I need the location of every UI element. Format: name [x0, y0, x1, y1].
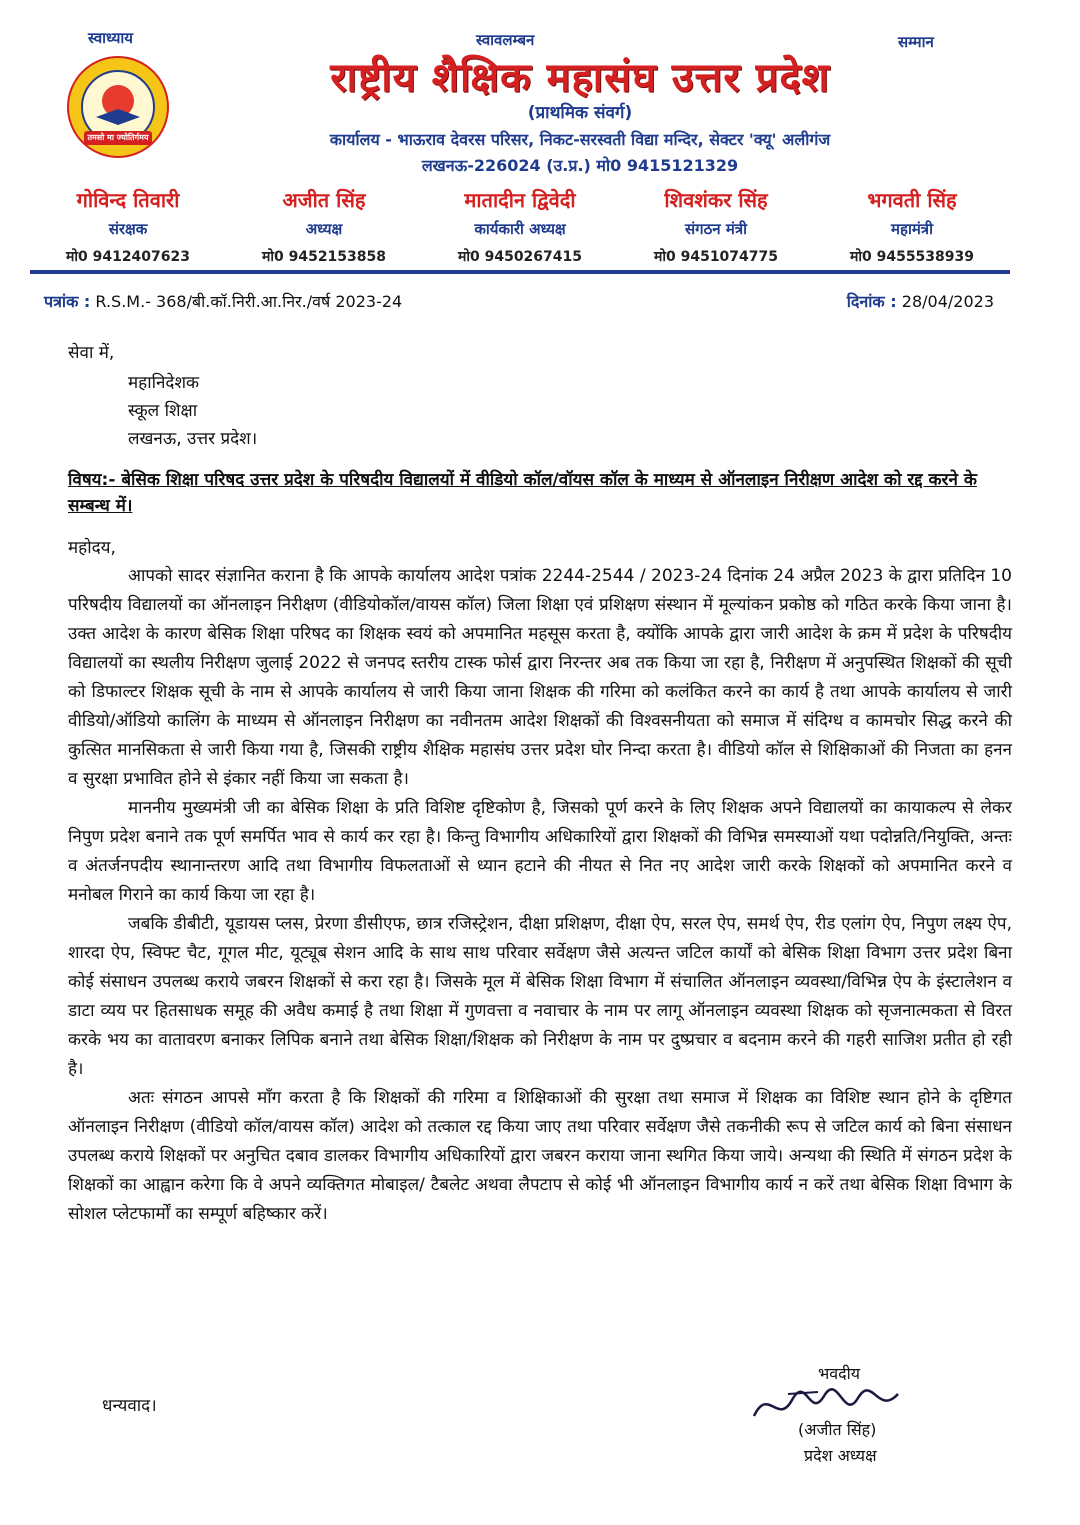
- body-paragraph: आपको सादर संज्ञानित कराना है कि आपके कार्यालय आदेश पत्रांक 2244-2544 / 2023-24 दिनांक 24 अप्रैल 2023 के द्वारा प्रतिदिन 10 परिषदीय विद्यालयों का ऑनलाइन निरीक्षण (वीडियोकॉल/वायस कॉल) जिला शिक्षा एवं प्रशिक्षण संस्थान में मूल्यांकन प्रकोष्ठ को गठित करके किया जाना है। उक्त आदेश के कारण बेसिक शिक्षा परिषद का शिक्षक स्वयं को अपमानित महसूस करता है, क्योंकि आपके द्वारा जारी आदेश के क्रम में प्रदेश के परिषदीय विद्यालयों का स्थलीय निरीक्षण जुलाई 2022 से जनपद स्तरीय टास्क फोर्स द्वारा निरन्तर अब तक किया जा रहा है, निरीक्षण में अनुपस्थित शिक्षकों की सूची को डिफाल्टर शिक्षक सूची के नाम से आपके कार्यालय से जारी किया जाना शिक्षक की गरिमा को कलंकित करने का कार्य है तथा आपके कार्यालय से जारी वीडियो/ऑडियो कालिंग के माध्यम से ऑनलाइन निरीक्षण का नवीनतम आदेश शिक्षकों की विश्वसनीयता को समाज में संदिग्ध व कामचोर सिद्ध करने की कुत्सित मानसिकता से जारी किया गया है, जिसकी राष्ट्रीय शैक्षिक महासंघ उत्तर प्रदेश घोर निन्दा करता है। वीडियो कॉल से शिक्षिकाओं की निजता का हनन व सुरक्षा प्रभावित होने से इंकार नहीं किया जा सकता है।: [68, 566, 1012, 789]
- motto-left: स्वाध्याय: [88, 29, 133, 47]
- logo-motto: तमसो मा ज्योतिर्गमय: [87, 133, 149, 142]
- salutation: महोदय,: [68, 538, 116, 558]
- official-role: संरक्षक: [108, 220, 148, 238]
- signoff: भवदीय: [818, 1364, 861, 1383]
- motto-right: सम्मान: [898, 33, 934, 51]
- official-phone: मो0 9452153858: [261, 249, 387, 265]
- date-label: दिनांक :: [846, 292, 897, 311]
- motto-center: स्वावलम्बन: [476, 31, 535, 49]
- official-name: शिवशंकर सिंह: [664, 188, 768, 212]
- reference-line: [44, 290, 994, 312]
- official-name: मातादीन द्विवेदी: [464, 188, 576, 212]
- official: [422, 186, 618, 264]
- signatory-title: प्रदेश अध्यक्ष: [804, 1446, 877, 1465]
- recipient-line: स्कूल शिक्षा: [128, 401, 198, 421]
- official-role: अध्यक्ष: [305, 220, 343, 238]
- recipient-line: महानिदेशक: [128, 373, 200, 393]
- organization-logo: [66, 55, 170, 159]
- official-role: महामंत्री: [891, 220, 933, 238]
- date-value: 28/04/2023: [901, 292, 994, 311]
- organization-name: राष्ट्रीय शैक्षिक महासंघ उत्तर प्रदेश: [330, 55, 830, 101]
- official-phone: मो0 9450267415: [457, 249, 583, 265]
- header-divider: [30, 270, 1010, 274]
- official: [226, 186, 422, 264]
- body-paragraph: जबकि डीबीटी, यूडायस प्लस, प्रेरणा डीसीएफ, छात्र रजिस्ट्रेशन, दीक्षा प्रशिक्षण, दीक्षा ऐप, सरल ऐप, समर्थ ऐप, रीड एलांग ऐप, निपुण लक्ष्य ऐप, शारदा ऐप, स्विफ्ट चैट, गूगल मीट, यूट्यूब सेशन आदि के साथ साथ परिवार सर्वेक्षण जैसे अत्यन्त जटिल कार्यों को बेसिक शिक्षा विभाग उत्तर प्रदेश बिना कोई संसाधन उपलब्ध कराये जबरन शिक्षकों से करा रहा है। जिसके मूल में बेसिक शिक्षा विभाग में संचालित ऑनलाइन व्यवस्था/विभिन्न ऐप के इंस्टालेशन व डाटा व्यय पर हितसाधक समूह की अवैध कमाई है तथा शिक्षा में गुणवत्ता व नवाचार के नाम पर लागू ऑनलाइन व्यवस्था शिक्षक को सृजनात्मकता से विरत करके भय का वातावरण बनाकर लिपिक बनाने तथा बेसिक शिक्षा/शिक्षक को निरीक्षण के नाम पर दुष्प्रचार व बदनाम करने की गहरी साजिश प्रतीत हो रही है।: [68, 914, 1012, 1079]
- date-block: [847, 290, 994, 312]
- official-name: भगवती सिंह: [867, 188, 957, 212]
- recipient-greeting: सेवा में,: [68, 343, 115, 363]
- official-name: अजीत सिंह: [282, 188, 366, 212]
- letter-subject: विषय:- बेसिक शिक्षा परिषद उत्तर प्रदेश के परिषदीय विद्यालयों में वीडियो कॉल/वॉयस कॉल के माध्यम से ऑनलाइन निरीक्षण आदेश को रद्द करने के सम्बन्ध में।: [68, 470, 977, 516]
- organization-address-line2: लखनऊ-226024 (उ.प्र.) मो0 9415121329: [421, 156, 739, 175]
- official-phone: मो0 9451074775: [653, 249, 779, 265]
- signatory-name: (अजीत सिंह): [798, 1420, 877, 1439]
- letter-body: [68, 340, 1012, 1229]
- body-paragraph: अतः संगठन आपसे माँग करता है कि शिक्षकों की गरिमा व शिक्षिकाओं की सुरक्षा तथा समाज में शिक्षक का विशिष्ट स्थान होने के दृष्टिगत ऑनलाइन निरीक्षण (वीडियो कॉल/वायस कॉल) आदेश को तत्काल रद्द किया जाए तथा परिवार सर्वेक्षण जैसे तकनीकी रूप से जटिल कार्य को बिना संसाधन उपलब्ध कराये शिक्षकों पर अनुचित दबाव डालकर विभागीय अधिकारियों द्वारा जबरन कराया जाना स्थगित किया जाये। अन्यथा की स्थिति में संगठन प्रदेश के शिक्षकों का आह्वान करेगा कि वे अपने व्यक्तिगत मोबाइल/ टैबलेट अथवा लैपटाप से कोई भी ऑनलाइन विभागीय कार्य न करें तथा बेसिक शिक्षा विभाग के सोशल प्लेटफार्मों का सम्पूर्ण बहिष्कार करें।: [68, 1088, 1012, 1224]
- official: [814, 186, 1010, 264]
- officials-row: [30, 186, 1010, 264]
- closing: धन्यवाद।: [102, 1396, 157, 1416]
- reference-number: R.S.M.- 368/बी.कॉ.निरी.आ.निर./वर्ष 2023-24: [95, 292, 403, 311]
- recipient-line: लखनऊ, उत्तर प्रदेश।: [128, 429, 258, 449]
- official-phone: मो0 9412407623: [65, 249, 191, 265]
- signature-block: [748, 1362, 948, 1472]
- official-phone: मो0 9455538939: [849, 249, 975, 265]
- reference-label: पत्रांक :: [44, 292, 91, 311]
- logo-emblem-icon: [66, 55, 170, 159]
- letterhead: [0, 0, 1080, 280]
- body-paragraph: माननीय मुख्यमंत्री जी का बेसिक शिक्षा के प्रति विशिष्ट दृष्टिकोण है, जिसको पूर्ण करने के लिए शिक्षक अपने विद्यालयों का कायाकल्प से लेकर निपुण प्रदेश बनाने तक पूर्ण समर्पित भाव से कार्य कर रहा है। किन्तु विभागीय अधिकारियों द्वारा शिक्षकों की विभिन्न समस्याओं यथा पदोन्नति/नियुक्ति, अन्तः व अंतर्जनपदीय स्थानान्तरण आदि तथा विभागीय विफलताओं से ध्यान हटाने की नीयत से नित नए आदेश जारी करके शिक्षकों को अपमानित करने व मनोबल गिराने का कार्य किया जा रहा है।: [68, 798, 1012, 905]
- organization-address: कार्यालय - भाऊराव देवरस परिसर, निकट-सरस्वती विद्या मन्दिर, सेक्टर 'क्यू' अलीगंज: [329, 130, 831, 149]
- official: [30, 186, 226, 264]
- organization-subtitle: (प्राथमिक संवर्ग): [527, 103, 633, 123]
- recipient-address: [68, 369, 1012, 453]
- official-role: कार्यकारी अध्यक्ष: [474, 220, 566, 238]
- official: [618, 186, 814, 264]
- official-name: गोविन्द तिवारी: [76, 188, 180, 212]
- official-role: संगठन मंत्री: [685, 220, 747, 238]
